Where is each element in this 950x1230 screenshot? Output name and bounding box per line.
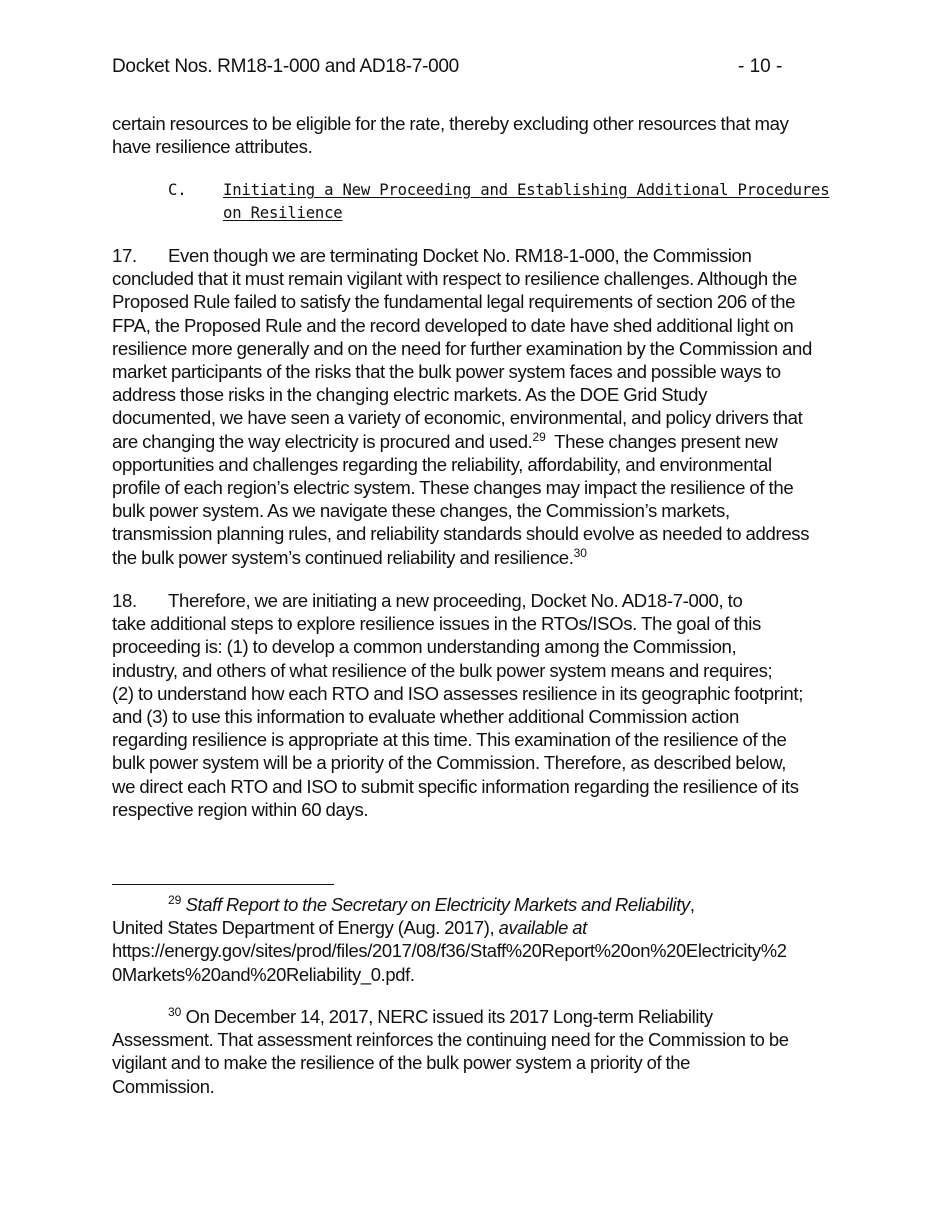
continuation-paragraph [112, 112, 852, 158]
text-line: opportunities and challenges regarding the reliability, affordability, and environmental [112, 453, 772, 475]
text-line: bulk power system will be a priority of the Commission. Therefore, as described below, [112, 752, 787, 774]
text-line: FPA, the Proposed Rule and the record developed to date have shed additional light on [112, 314, 794, 336]
footnote-mark: 29 [168, 892, 182, 907]
text-line: documented, we have seen a variety of economic, environmental, and policy drivers that [112, 407, 803, 429]
text-line: certain resources to be eligible for the rate, thereby excluding other resources that may [112, 113, 789, 134]
text-line: we direct each RTO and ISO to submit specific information regarding the resilience of its [112, 775, 799, 797]
text-line: proceeding is: (1) to develop a common understanding among the Commission, [112, 636, 737, 658]
paragraph-first-line: 17. Even though we are terminating Docket No. RM18-1-000, the Commission [112, 245, 752, 266]
footnote-first-line: $^{30}$ On December 14, 2017, NERC issued its 2017 Long-term Reliability [168, 1004, 713, 1027]
section-title [223, 179, 829, 226]
text-line: and (3) to use this information to evaluate whether additional Commission action [112, 706, 739, 728]
text-line: bulk power system. As we navigate these changes, the Commission’s markets, [112, 500, 730, 522]
text-line: are changing the way electricity is procured and used.$^{29}$ These changes present new [112, 429, 778, 452]
footnote-ref-30[interactable]: 30 [573, 545, 587, 560]
page-number: - 10 - [738, 56, 783, 77]
text-line: resilience more generally and on the need for further examination by the Commission and [112, 337, 812, 359]
docket-header: Docket Nos. RM18-1-000 and AD18-7-000 [112, 56, 459, 77]
text-line: respective region within 60 days. [112, 798, 369, 820]
section-title-line: on Resilience [223, 204, 343, 223]
footnote-first-line: $^{29}$ Staff Report to the Secretary on Electricity Markets and Reliability, [168, 892, 695, 915]
footnote-separator [112, 884, 334, 885]
text-line: Assessment. That assessment reinforces the continuing need for the Commission to be [112, 1029, 789, 1051]
paragraph-first-line: 18. Therefore, we are initiating a new proceeding, Docket No. AD18-7-000, to [112, 590, 743, 611]
text-line: address those risks in the changing electric markets. As the DOE Grid Study [112, 384, 708, 406]
text-line: Proposed Rule failed to satisfy the fundamental legal requirements of section 206 of the [112, 291, 796, 313]
text-line: vigilant and to make the resilience of the bulk power system a priority of the [112, 1052, 691, 1074]
footnote-citation-title: Staff Report to the Secretary on Electricity Markets and Reliability [185, 894, 690, 915]
text-line: market participants of the risks that the bulk power system faces and possible ways to [112, 361, 781, 383]
footnote-mark: 30 [168, 1004, 182, 1019]
paragraph-18 [112, 589, 852, 821]
footnote-29 [112, 893, 852, 986]
text-line: have resilience attributes. [112, 136, 313, 158]
paragraph-number: 17. [112, 245, 137, 266]
text-line: industry, and others of what resilience of the bulk power system means and requires; [112, 659, 773, 681]
text-line: concluded that it must remain vigilant with respect to resilience challenges. Although the [112, 268, 797, 290]
text-line: transmission planning rules, and reliability standards should evolve as needed to address [112, 523, 810, 545]
text-line: regarding resilience is appropriate at this time. This examination of the resilience of the [112, 729, 787, 751]
footnote-url[interactable]: 0Markets%20and%20Reliability_0.pdf. [112, 963, 415, 985]
footnote-url[interactable]: https://energy.gov/sites/prod/files/2017/08/f36/Staff%20Report%20on%20Electricity%2 [112, 940, 787, 962]
section-letter: C. [168, 181, 187, 199]
text-line: (2) to understand how each RTO and ISO assesses resilience in its geographic footprint; [112, 682, 804, 704]
text-line: the bulk power system’s continued reliability and resilience.$^{30}$ [112, 545, 587, 568]
footnote-30 [112, 1005, 852, 1098]
paragraph-number: 18. [112, 590, 137, 611]
text-line: Commission. [112, 1075, 215, 1097]
paragraph-17 [112, 244, 852, 569]
text-line: United States Department of Energy (Aug. 2017), available at [112, 917, 587, 939]
text-line: take additional steps to explore resilience issues in the RTOs/ISOs. The goal of this [112, 613, 761, 635]
footnote-ref-29[interactable]: 29 [532, 429, 546, 444]
section-title-line: Initiating a New Proceeding and Establishing Additional Procedures [223, 181, 830, 199]
text-line: profile of each region’s electric system. These changes may impact the resilience of the [112, 477, 794, 499]
